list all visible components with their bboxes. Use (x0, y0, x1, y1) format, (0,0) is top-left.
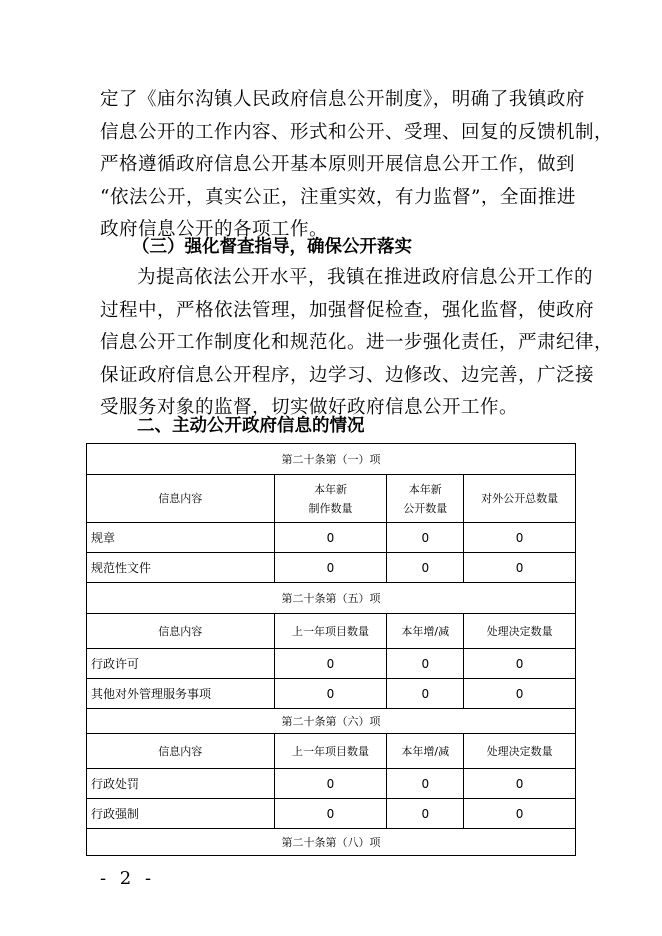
row-value: 0 (274, 553, 387, 583)
table-row (87, 649, 576, 679)
row-value: 0 (387, 679, 464, 709)
paragraph-line: 政府信息公开的各项工作。 (100, 219, 329, 240)
paragraph-line: 为提高依法公开水平，我镇在推进政府信息公开工作的 (137, 267, 594, 288)
row-label: 其他对外管理服务事项 (87, 679, 275, 709)
row-label: 规章 (87, 523, 275, 553)
disclosure-table (86, 443, 576, 856)
table-row (87, 523, 576, 553)
table-section-title: 第二十条第（一）项 (87, 444, 576, 475)
table-section-title: 第二十条第（八）项 (87, 829, 576, 856)
row-label: 规范性文件 (87, 553, 275, 583)
subheading-3: （三）强化督查指导，确保公开落实 (132, 237, 412, 257)
table-header-cell: 信息内容 (87, 614, 275, 649)
page-number: - 2 - (100, 868, 156, 889)
table-header-cell: 处理决定数量 (464, 614, 576, 649)
row-value: 0 (387, 769, 464, 799)
row-value: 0 (387, 649, 464, 679)
row-value: 0 (387, 523, 464, 553)
table-header-cell: 信息内容 (87, 475, 275, 523)
row-value: 0 (274, 523, 387, 553)
section-heading-2: 二、主动公开政府信息的情况 (137, 416, 365, 436)
table-header-cell: 信息内容 (87, 734, 275, 769)
row-value: 0 (464, 649, 576, 679)
paragraph-line: 严格遵循政府信息公开基本原则开展信息公开工作，做到 (100, 154, 576, 175)
paragraph-continued (100, 84, 614, 247)
row-value: 0 (387, 553, 464, 583)
table-row (87, 799, 576, 829)
table-header-cell: 本年增/减 (387, 734, 464, 769)
table-row (87, 769, 576, 799)
table-header-row (87, 475, 576, 523)
row-value: 0 (464, 769, 576, 799)
paragraph-line: 信息公开的工作内容、形式和公开、受理、回复的反馈机制， (100, 121, 614, 143)
paragraph-line: 信息公开工作制度化和规范化。进一步强化责任，严肃纪律， (100, 332, 614, 353)
row-label: 行政处罚 (87, 769, 275, 799)
paragraph-line: 过程中，严格依法管理，加强督促检查，强化监督，使政府 (100, 299, 595, 321)
paragraph-line: “依法公开，真实公正，注重实效，有力监督”，全面推进 (100, 186, 576, 208)
row-value: 0 (464, 679, 576, 709)
row-label: 行政强制 (87, 799, 275, 829)
paragraph-supervision (100, 262, 614, 425)
table-header-cell: 本年增/减 (387, 614, 464, 649)
table-header-cell: 对外公开总数量 (464, 475, 576, 523)
row-value: 0 (274, 649, 387, 679)
row-value: 0 (274, 679, 387, 709)
table-header-row (87, 614, 576, 649)
table-header-cell: 上一年项目数量 (274, 614, 387, 649)
table-row (87, 553, 576, 583)
row-label: 行政许可 (87, 649, 275, 679)
table-header-cell: 本年新 公开数量 (387, 475, 464, 523)
row-value: 0 (464, 553, 576, 583)
row-value: 0 (464, 523, 576, 553)
table-row (87, 679, 576, 709)
row-value: 0 (274, 769, 387, 799)
paragraph-line: 定了《庙尔沟镇人民政府信息公开制度》，明确了我镇政府 (100, 89, 585, 110)
table-section-title: 第二十条第（六）项 (87, 709, 576, 734)
table-header-cell: 处理决定数量 (464, 734, 576, 769)
paragraph-line: 受服务对象的监督，切实做好政府信息公开工作。 (100, 397, 519, 418)
table-header-cell: 上一年项目数量 (274, 734, 387, 769)
table-section-title: 第二十条第（五）项 (87, 583, 576, 614)
paragraph-line: 保证政府信息公开程序，边学习、边修改、边完善，广泛接 (100, 364, 595, 386)
table-header-row (87, 734, 576, 769)
row-value: 0 (387, 799, 464, 829)
row-value: 0 (274, 799, 387, 829)
table-header-cell: 本年新 制作数量 (274, 475, 387, 523)
row-value: 0 (464, 799, 576, 829)
